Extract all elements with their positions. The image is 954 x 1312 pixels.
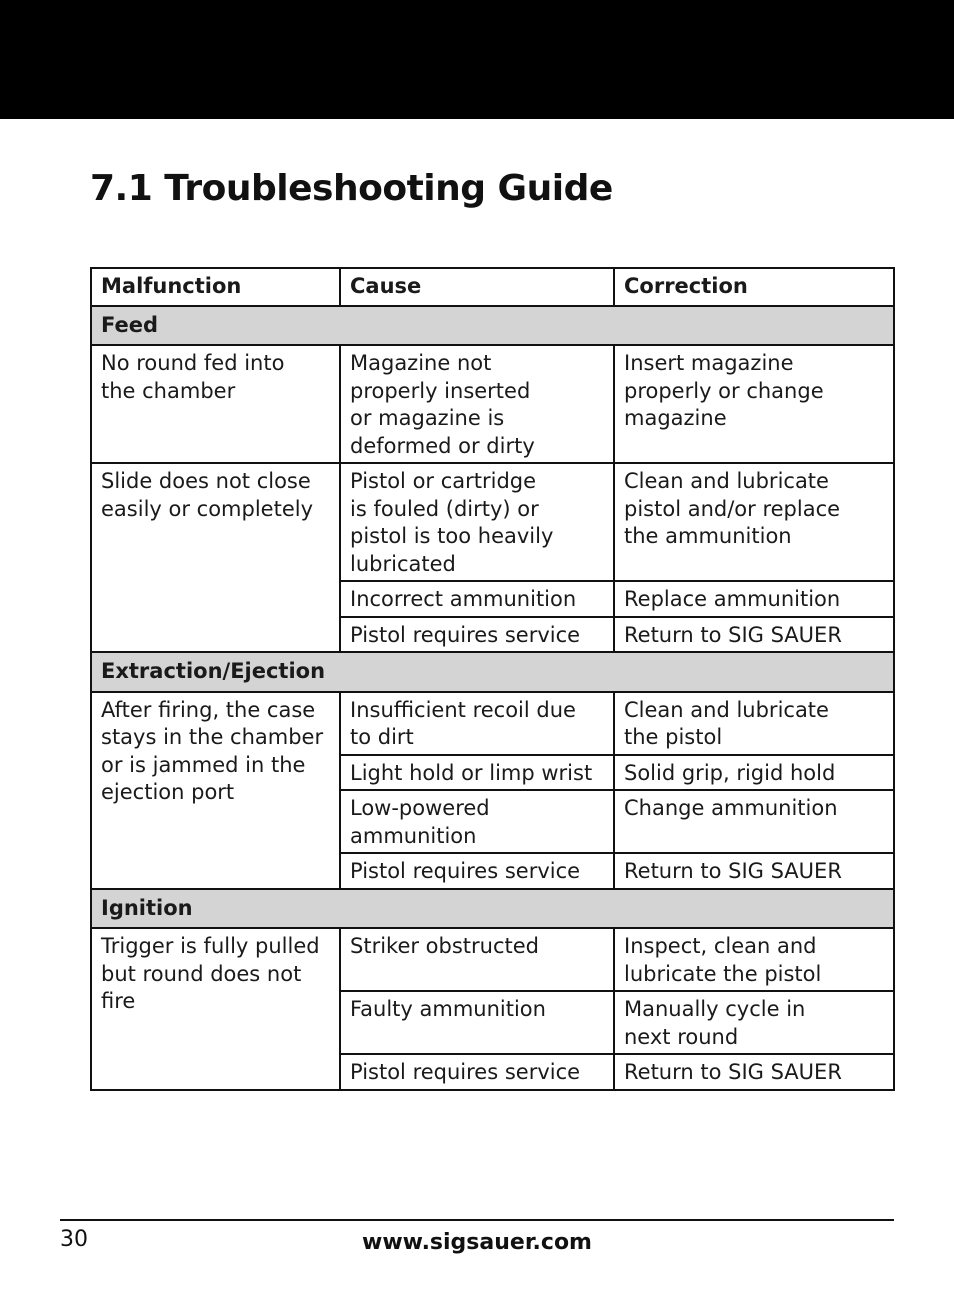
malfunction-cell: Trigger is fully pulled but round does not fire xyxy=(91,928,340,1090)
table-row xyxy=(91,692,894,755)
correction-cell: Solid grip, rigid hold xyxy=(614,755,894,791)
cause-cell: Low-powered ammunition xyxy=(340,790,614,853)
section-row-extraction-ejection xyxy=(91,652,894,692)
cause-cell: Pistol requires service xyxy=(340,1054,614,1090)
header-malfunction: Malfunction xyxy=(91,268,340,306)
cause-cell: Insufficient recoil due to dirt xyxy=(340,692,614,755)
troubleshooting-table xyxy=(90,267,895,1091)
cause-cell: Magazine not properly inserted or magazine is deformed or dirty xyxy=(340,345,614,463)
header-correction: Correction xyxy=(614,268,894,306)
cause-cell: Pistol requires service xyxy=(340,853,614,889)
malfunction-cell: No round fed into the chamber xyxy=(91,345,340,463)
section-row-feed xyxy=(91,306,894,346)
correction-cell: Return to SIG SAUER xyxy=(614,617,894,653)
cause-cell: Faulty ammunition xyxy=(340,991,614,1054)
table-row xyxy=(91,345,894,463)
page-number: 30 xyxy=(60,1227,88,1252)
correction-cell: Inspect, clean and lubricate the pistol xyxy=(614,928,894,991)
correction-cell: Clean and lubricate the pistol xyxy=(614,692,894,755)
correction-cell: Insert magazine properly or change magazine xyxy=(614,345,894,463)
cause-cell: Incorrect ammunition xyxy=(340,581,614,617)
header-cause: Cause xyxy=(340,268,614,306)
cause-cell: Light hold or limp wrist xyxy=(340,755,614,791)
section-title: Extraction/Ejection xyxy=(91,652,894,692)
cause-cell: Pistol or cartridge is fouled (dirty) or pistol is too heavily lubricated xyxy=(340,463,614,581)
header-band xyxy=(0,0,954,119)
correction-cell: Return to SIG SAUER xyxy=(614,853,894,889)
website-link[interactable]: www.sigsauer.com xyxy=(362,1230,592,1255)
section-row-ignition xyxy=(91,889,894,929)
table-header-row xyxy=(91,268,894,306)
section-title: Ignition xyxy=(91,889,894,929)
correction-cell: Change ammunition xyxy=(614,790,894,853)
correction-cell: Manually cycle in next round xyxy=(614,991,894,1054)
footer-divider xyxy=(60,1219,894,1221)
page-title: 7.1 Troubleshooting Guide xyxy=(90,168,613,209)
cause-cell: Striker obstructed xyxy=(340,928,614,991)
section-title: Feed xyxy=(91,306,894,346)
correction-cell: Return to SIG SAUER xyxy=(614,1054,894,1090)
correction-cell: Clean and lubricate pistol and/or replace the ammunition xyxy=(614,463,894,581)
table-row xyxy=(91,463,894,581)
cause-cell: Pistol requires service xyxy=(340,617,614,653)
table-row xyxy=(91,928,894,991)
malfunction-cell: Slide does not close easily or completely xyxy=(91,463,340,652)
correction-cell: Replace ammunition xyxy=(614,581,894,617)
malfunction-cell: After firing, the case stays in the chamber or is jammed in the ejection port xyxy=(91,692,340,889)
